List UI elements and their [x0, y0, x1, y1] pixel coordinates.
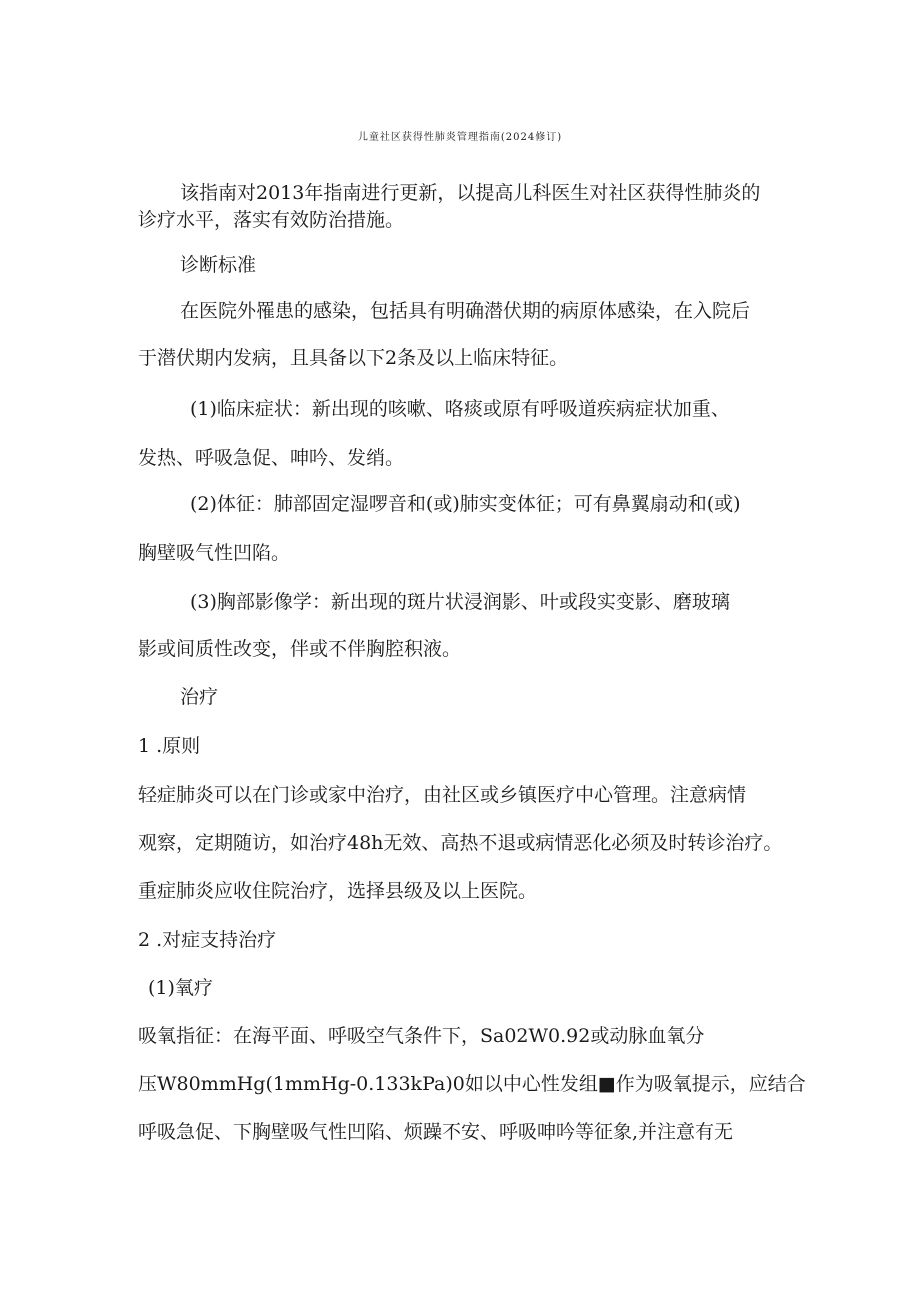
paragraph-line: 观察，定期随访，如治疗48h无效、高热不退或病情恶化必须及时转诊治疗。	[138, 832, 783, 854]
paragraph-line: 在医院外罹患的感染，包括具有明确潜伏期的病原体感染，在入院后	[180, 300, 751, 322]
list-item-line: 发热、呼吸急促、呻吟、发绡。	[138, 447, 405, 469]
paragraph-line: 诊疗水平，落实有效防治措施。	[138, 209, 405, 231]
section-heading-treatment: 治疗	[180, 686, 219, 708]
subheading-oxygen-therapy: (1)氧疗	[148, 977, 213, 999]
paragraph-line: 吸氧指征：在海平面、呼吸空气条件下，Sa02W0.92或动脉血氧分	[138, 1025, 705, 1047]
paragraph-line: 于潜伏期内发病，且具备以下2条及以上临床特征。	[138, 347, 569, 369]
section-heading-diagnosis: 诊断标准	[180, 254, 257, 276]
subheading-principle: 1 .原则	[138, 735, 201, 757]
list-item-line: (3)胸部影像学：新出现的斑片状浸润影、叶或段实变影、磨玻璃	[190, 591, 730, 613]
paragraph-line: 呼吸急促、下胸壁吸气性凹陷、烦躁不安、呼吸呻吟等征象,并注意有无	[138, 1121, 734, 1143]
list-item-line: 胸壁吸气性凹陷。	[138, 542, 291, 564]
paragraph-line: 压W80mmHg(1mmHg-0.133kPa)0如以中心性发组■作为吸氧提示，应结合	[138, 1073, 806, 1095]
list-item-line: (1)临床症状：新出现的咳嗽、咯痰或原有呼吸道疾病症状加重、	[190, 398, 730, 420]
list-item-line: 影或间质性改变，伴或不伴胸腔积液。	[138, 638, 462, 660]
list-item-line: (2)体征：肺部固定湿啰音和(或)肺实变体征；可有鼻翼扇动和(或)	[190, 493, 741, 515]
paragraph-line: 该指南对2013年指南进行更新，以提高儿科医生对社区获得性肺炎的	[180, 182, 761, 204]
paragraph-line: 轻症肺炎可以在门诊或家中治疗，由社区或乡镇医疗中心管理。注意病情	[138, 784, 747, 806]
document-title: 儿童社区获得性肺炎管理指南(2024修订)	[357, 132, 563, 143]
subheading-supportive-treatment: 2 .对症支持治疗	[138, 929, 277, 951]
paragraph-line: 重症肺炎应收住院治疗，选择县级及以上医院。	[138, 880, 538, 902]
